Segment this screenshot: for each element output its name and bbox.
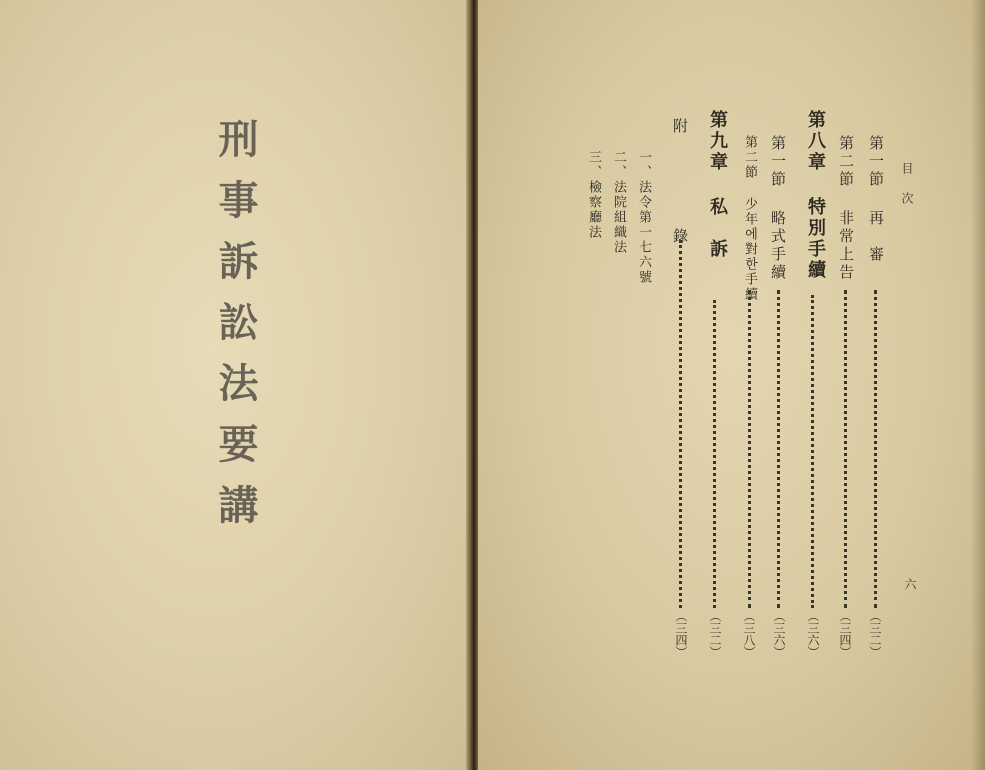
toc-page-number: （三八） [742, 610, 756, 658]
toc-label: 第二節 非常上告 [837, 135, 855, 282]
toc-leader [713, 300, 716, 608]
toc-page-number: （三二） [708, 610, 722, 658]
toc-leader [811, 295, 814, 608]
left-page [0, 0, 472, 770]
toc-chapter-label: 第八章 特別手續 [805, 110, 826, 281]
page-edge-shadow [971, 0, 985, 770]
running-header: 目次 [900, 162, 914, 222]
toc-page-number: （三二） [868, 610, 882, 658]
toc-label: 第一節 略式手續 [769, 135, 787, 282]
toc-label: 第二節 少年에對한手續 [742, 135, 757, 302]
toc-leader [777, 290, 780, 608]
toc-appendix-label: 附 錄 [671, 118, 689, 283]
toc-leader [679, 240, 682, 608]
appendix-item: 一、法令第一七六號 [636, 150, 651, 285]
toc-page-number: （三四） [674, 610, 688, 658]
toc-leader [874, 290, 877, 608]
book-title: 刑事訴訟法要講 [212, 118, 259, 545]
appendix-item: 三、檢察廳法 [586, 150, 601, 240]
appendix-item: 二、法院組織法 [611, 150, 626, 255]
toc-page-number: （三六） [806, 610, 820, 658]
toc-chapter-label: 第九章 私 訴 [707, 110, 728, 260]
toc-leader [748, 290, 751, 608]
toc-leader [844, 290, 847, 608]
page-number: 六 [903, 578, 917, 590]
toc-page-number: （三六） [772, 610, 786, 658]
toc-page-number: （三四） [838, 610, 852, 658]
right-page [478, 0, 985, 770]
toc-label: 第一節 再 審 [867, 135, 885, 264]
